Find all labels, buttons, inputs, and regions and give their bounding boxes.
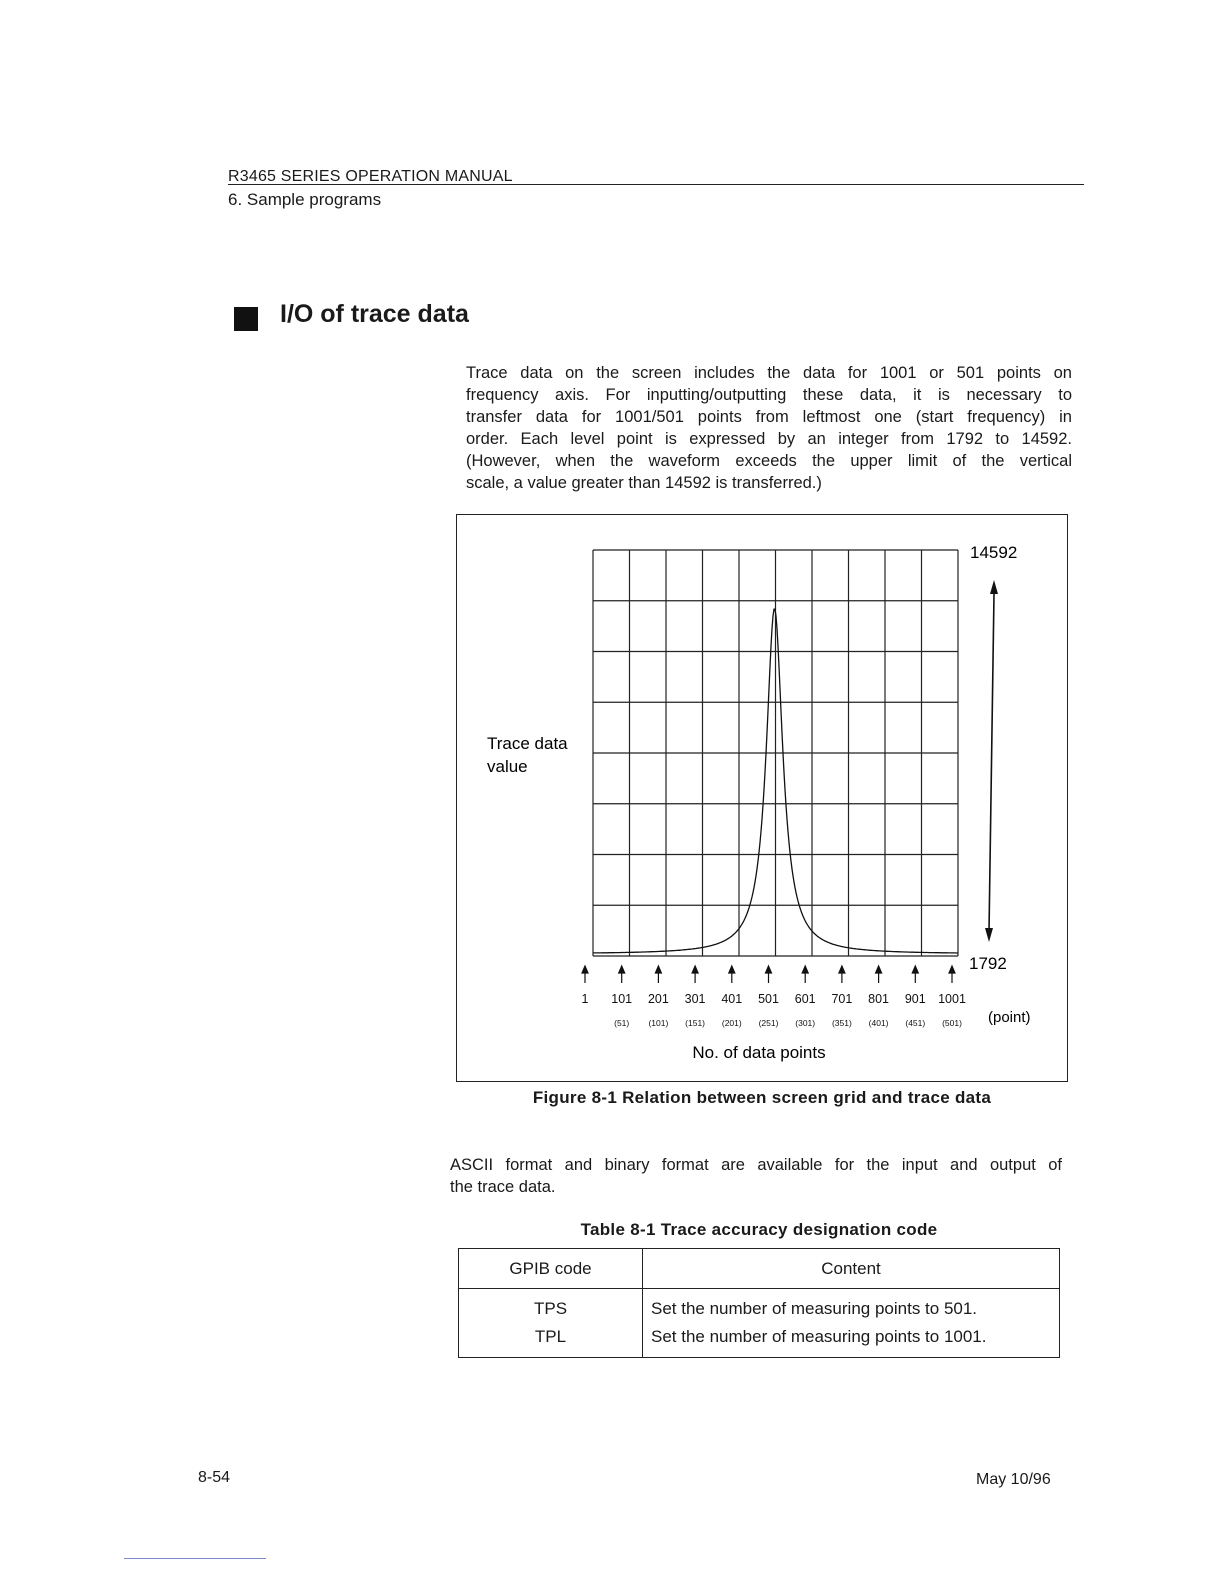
point-label-501: (501): [942, 1018, 962, 1028]
arrow-up-icon: [582, 966, 588, 973]
trace-grid-figure: [456, 514, 1068, 1082]
point-label: 301: [684, 992, 706, 1006]
trace-accuracy-table: [458, 1248, 1060, 1358]
point-arrows: [582, 966, 955, 983]
format-line: the trace data.: [450, 1178, 556, 1196]
x-axis-title: No. of data points: [692, 1043, 826, 1062]
content-tpl: Set the number of measuring points to 1001.: [651, 1327, 987, 1346]
point-label: 601: [794, 992, 816, 1006]
arrow-up-icon: [990, 580, 998, 594]
code-tpl: TPL: [534, 1327, 567, 1346]
point-label: 1001: [938, 992, 966, 1006]
point-label: 801: [868, 992, 890, 1006]
arrow-up-icon: [655, 966, 661, 973]
section-title: I/O of trace data: [280, 300, 469, 328]
point-label-501: (151): [685, 1018, 706, 1028]
point-label: 101: [611, 992, 633, 1006]
section-bullet-icon: [234, 307, 258, 331]
arrow-up-icon: [839, 966, 845, 973]
page-number: 8-54: [198, 1469, 231, 1486]
range-arrow-line: [989, 594, 994, 932]
point-label-501: (201): [721, 1018, 742, 1028]
arrow-up-icon: [619, 966, 625, 973]
intro-line: frequency axis. For inputting/outputting these data, it is necessary to: [466, 386, 1072, 404]
point-label-501: (301): [795, 1018, 816, 1028]
format-paragraph: [450, 1154, 1062, 1198]
table-header-row: [459, 1249, 1060, 1289]
footer-rule: [124, 1558, 266, 1559]
header-rule: [228, 184, 1084, 185]
header-content: Content: [643, 1249, 1060, 1289]
point-label: 1: [581, 992, 589, 1006]
arrow-up-icon: [766, 966, 772, 973]
y-axis-label-line2: value: [487, 757, 528, 776]
intro-line: transfer data for 1001/501 points from leftmost one (start frequency) in: [466, 408, 1072, 426]
header-gpib-code: GPIB code: [459, 1249, 643, 1289]
point-label: 501: [758, 992, 779, 1006]
point-label-501: (351): [831, 1018, 852, 1028]
code-tps: TPS: [533, 1299, 568, 1318]
point-label-501: (51): [614, 1018, 630, 1028]
point-labels-1001: [582, 992, 966, 1006]
arrow-down-icon: [985, 928, 993, 942]
top-value-label: 14592: [970, 543, 1018, 562]
arrow-up-icon: [729, 966, 735, 973]
chapter-title: 6. Sample programs: [228, 190, 382, 209]
intro-line: scale, a value greater than 14592 is transferred.): [466, 474, 822, 492]
table-row: [459, 1289, 1060, 1358]
contents-cell: [643, 1289, 1060, 1358]
intro-line: (However, when the waveform exceeds the upper limit of the vertical: [466, 452, 1072, 470]
point-label-501: (401): [868, 1018, 889, 1028]
arrow-up-icon: [876, 966, 882, 973]
bottom-value-label: 1792: [969, 954, 1007, 973]
x-unit-label: (point): [988, 1009, 1031, 1026]
table-caption: Table 8-1 Trace accuracy designation code: [580, 1220, 938, 1239]
arrow-up-icon: [912, 966, 918, 973]
point-label: 401: [721, 992, 743, 1006]
y-axis-label-line1: Trace data: [487, 734, 568, 753]
content-tps: Set the number of measuring points to 501.: [651, 1299, 978, 1318]
point-labels-501: [614, 1018, 962, 1028]
point-label: 701: [831, 992, 853, 1006]
figure-caption: Figure 8-1 Relation between screen grid and trace data: [532, 1088, 992, 1107]
point-label: 201: [647, 992, 669, 1006]
point-label: 901: [904, 992, 926, 1006]
intro-line: order. Each level point is expressed by an integer from 1792 to 14592.: [466, 430, 1072, 448]
point-label-501: (251): [758, 1018, 779, 1028]
manual-title: R3465 SERIES OPERATION MANUAL: [228, 168, 513, 185]
arrow-up-icon: [949, 966, 955, 973]
gpib-codes-cell: [459, 1289, 643, 1358]
revision-date: May 10/96: [976, 1471, 1051, 1488]
arrow-up-icon: [692, 966, 698, 973]
arrow-up-icon: [802, 966, 808, 973]
format-line: ASCII format and binary format are available for the input and output of: [450, 1156, 1062, 1174]
point-label-501: (451): [905, 1018, 926, 1028]
intro-paragraph: [466, 362, 1072, 494]
intro-line: Trace data on the screen includes the data for 1001 or 501 points on: [466, 364, 1072, 382]
point-label-501: (101): [648, 1018, 669, 1028]
